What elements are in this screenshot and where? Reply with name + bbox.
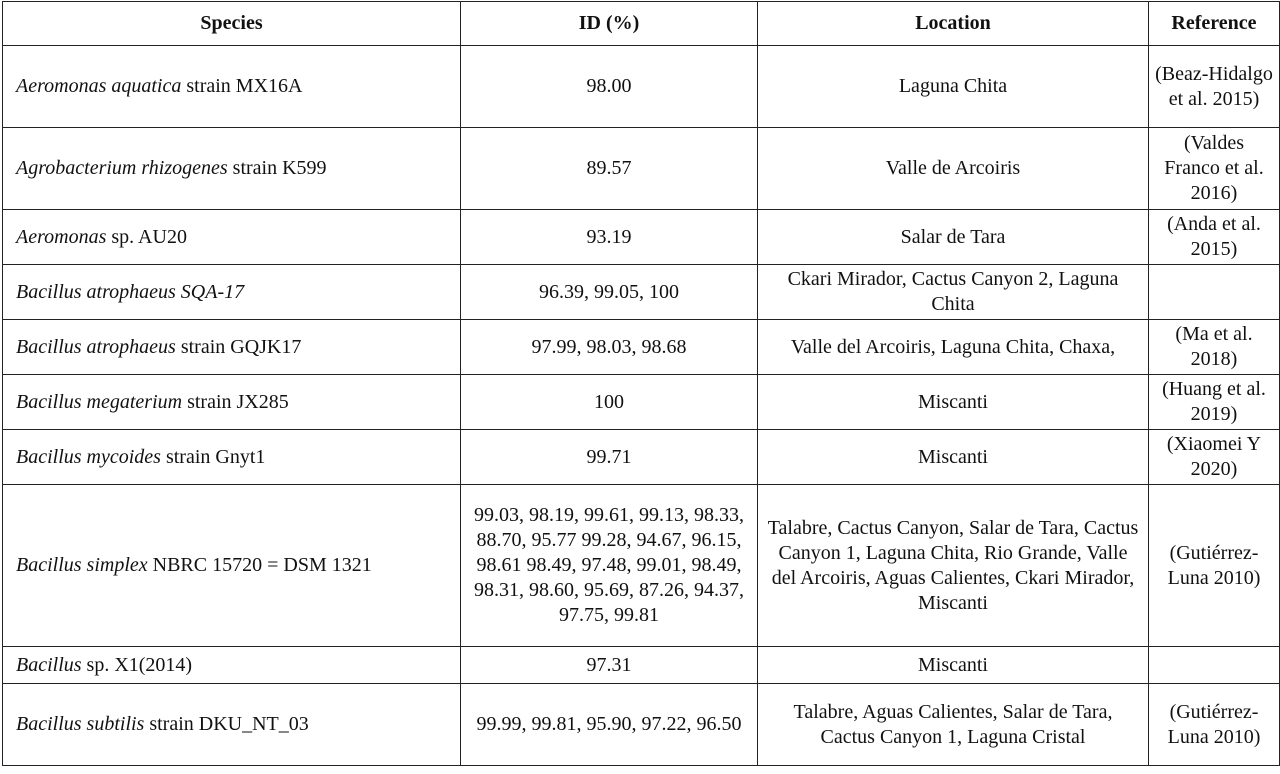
reference-cell: (Beaz-Hidalgo et al. 2015) (1149, 46, 1280, 128)
species-cell (3, 375, 461, 430)
header-id: ID (%) (461, 2, 758, 46)
species-cell (3, 485, 461, 647)
reference-cell: (Xiaomei Y 2020) (1149, 430, 1280, 485)
table-row (3, 128, 1280, 210)
header-species: Species (3, 2, 461, 46)
species-cell (3, 647, 461, 684)
reference-cell: (Gutiérrez-Luna 2010) (1149, 485, 1280, 647)
location-cell: Talabre, Aguas Calientes, Salar de Tara, Cactus Canyon 1, Laguna Cristal (758, 684, 1149, 766)
reference-cell: (Ma et al. 2018) (1149, 320, 1280, 375)
species-cell (3, 320, 461, 375)
reference-cell: (Valdes Franco et al. 2016) (1149, 128, 1280, 210)
location-cell: Miscanti (758, 430, 1149, 485)
species-cell (3, 210, 461, 265)
id-cell: 89.57 (461, 128, 758, 210)
species-strain: strain MX16A (181, 75, 303, 97)
species-strain: sp. X1(2014) (81, 653, 193, 676)
table-row (3, 647, 1280, 684)
species-name: Bacillus megaterium (16, 390, 183, 413)
reference-cell (1149, 265, 1280, 320)
reference-cell: (Anda et al. 2015) (1149, 210, 1280, 265)
id-cell: 97.99, 98.03, 98.68 (461, 320, 758, 375)
species-strain: sp. AU20 (106, 225, 187, 248)
species-cell (3, 430, 461, 485)
id-cell: 98.00 (461, 46, 758, 128)
table-row (3, 430, 1280, 485)
species-strain: strain GQJK17 (175, 335, 302, 358)
location-cell: Valle de Arcoiris (758, 128, 1149, 210)
species-name: Bacillus atrophaeus (16, 335, 176, 358)
location-cell: Miscanti (758, 375, 1149, 430)
header-reference: Reference (1149, 2, 1280, 46)
id-cell: 99.03, 98.19, 99.61, 99.13, 98.33, 88.70, 95.77 99.28, 94.67, 96.15, 98.61 98.49, 97.48, 99.01, 98.49, 98.31, 98.60, 95.69, 87.26, 94.37, 97.75, 99.81 (461, 485, 758, 647)
header-row (3, 2, 1280, 46)
reference-cell (1149, 647, 1280, 684)
table-row (3, 46, 1280, 128)
species-name: Bacillus simplex (16, 554, 148, 576)
species-cell (3, 265, 461, 320)
location-cell: Laguna Chita (758, 46, 1149, 128)
table-row (3, 320, 1280, 375)
table-row (3, 210, 1280, 265)
species-cell (3, 128, 461, 210)
species-name: Bacillus subtilis (16, 713, 145, 735)
location-cell: Valle del Arcoiris, Laguna Chita, Chaxa, (758, 320, 1149, 375)
location-cell: Talabre, Cactus Canyon, Salar de Tara, Cactus Canyon 1, Laguna Chita, Rio Grande, Valle del Arcoiris, Aguas Calientes, Ckari Mirador, Miscanti (758, 485, 1149, 647)
header-location: Location (758, 2, 1149, 46)
species-strain: strain DKU_NT_03 (144, 713, 309, 735)
id-cell: 99.71 (461, 430, 758, 485)
id-cell: 97.31 (461, 647, 758, 684)
species-name: Bacillus mycoides (16, 445, 161, 468)
reference-cell: (Huang et al. 2019) (1149, 375, 1280, 430)
table-row (3, 375, 1280, 430)
table-row (3, 485, 1280, 647)
species-name: Aeromonas aquatica (16, 75, 182, 97)
id-cell: 93.19 (461, 210, 758, 265)
species-cell (3, 46, 461, 128)
id-cell: 96.39, 99.05, 100 (461, 265, 758, 320)
species-cell (3, 684, 461, 766)
species-name: Bacillus atrophaeus SQA-17 (16, 280, 245, 303)
species-strain: strain JX285 (182, 390, 289, 413)
species-name: Agrobacterium rhizogenes (16, 157, 228, 179)
table-row (3, 265, 1280, 320)
table-row (3, 684, 1280, 766)
id-cell: 100 (461, 375, 758, 430)
species-name: Aeromonas (16, 225, 107, 248)
location-cell: Ckari Mirador, Cactus Canyon 2, Laguna Chita (758, 265, 1149, 320)
species-name: Bacillus (16, 653, 82, 676)
species-strain: strain K599 (227, 157, 327, 179)
species-strain: strain Gnyt1 (160, 445, 266, 468)
location-cell: Salar de Tara (758, 210, 1149, 265)
reference-cell: (Gutiérrez-Luna 2010) (1149, 684, 1280, 766)
id-cell: 99.99, 99.81, 95.90, 97.22, 96.50 (461, 684, 758, 766)
location-cell: Miscanti (758, 647, 1149, 684)
species-table (2, 1, 1280, 766)
species-strain: NBRC 15720 = DSM 1321 (147, 554, 372, 576)
